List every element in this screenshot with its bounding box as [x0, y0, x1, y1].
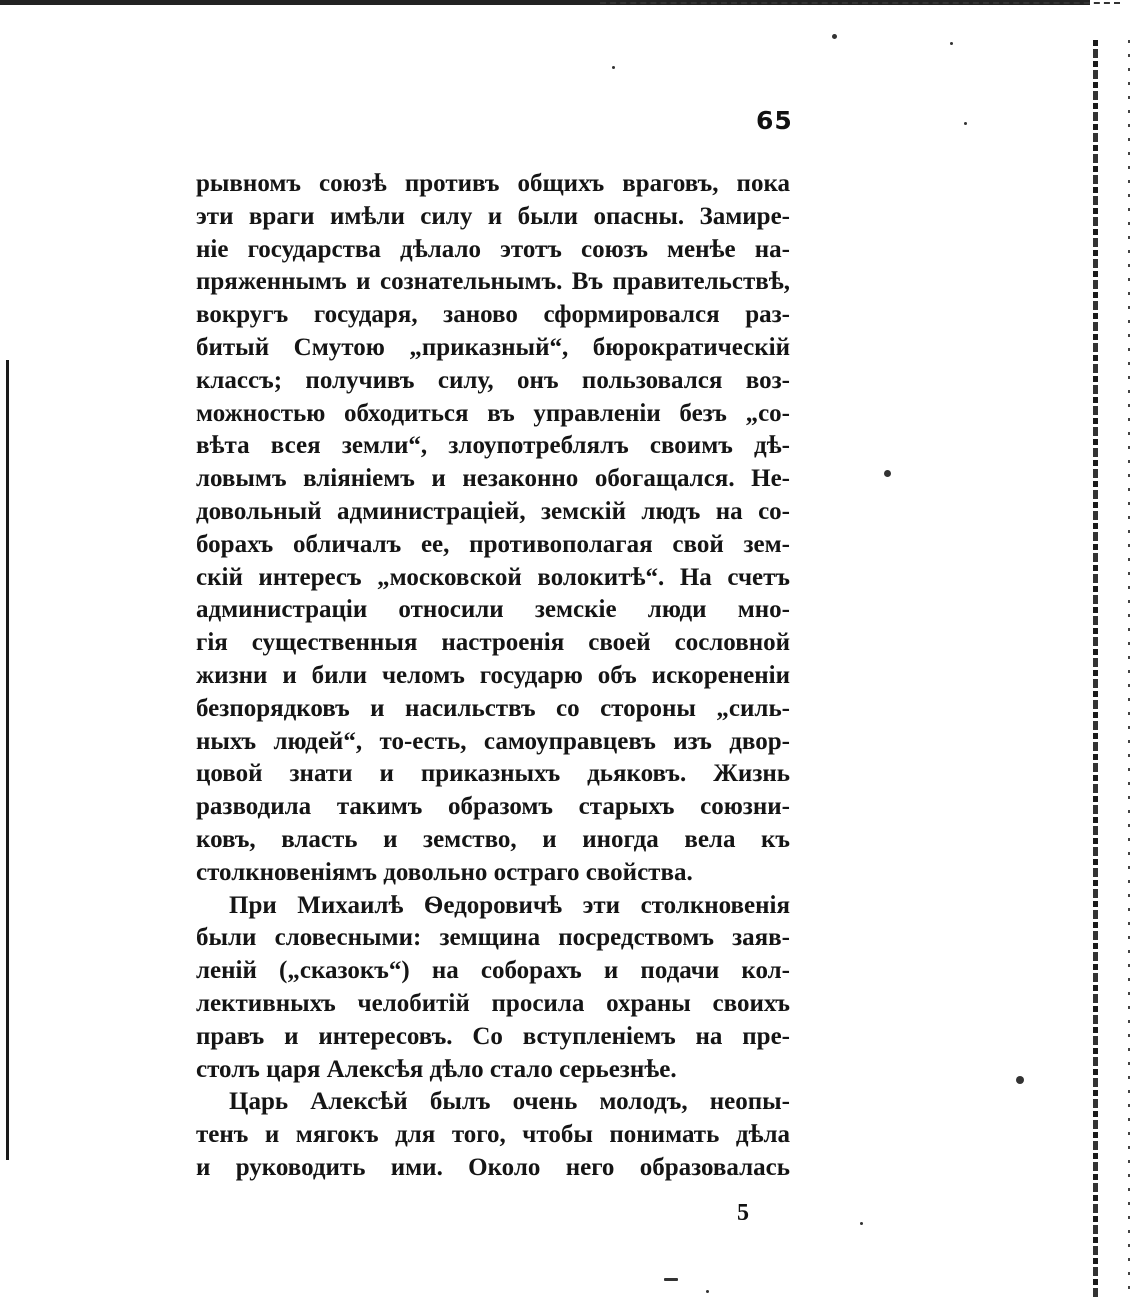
text-line: пряженнымъ и сознательнымъ. Въ правительствѣ, — [196, 268, 790, 296]
text-line: были словесными: земщина посредствомъ заяв- — [196, 924, 790, 952]
text-line: безпорядковъ и насильствъ со стороны „силь- — [196, 694, 790, 722]
scan-speck — [964, 122, 967, 125]
text-line: разводила такимъ образомъ старыхъ союзни- — [196, 793, 790, 821]
paragraph — [196, 890, 790, 1087]
scan-speck — [860, 1222, 863, 1225]
text-line: ніе государства дѣлало этотъ союзъ менѣе на- — [196, 235, 790, 263]
text-line: вѣта всея земли“, злоупотреблялъ своимъ дѣ- — [196, 432, 790, 460]
text-line: довольный администраціей, земскій людъ на со- — [196, 497, 790, 525]
paragraph — [196, 1086, 790, 1184]
scan-top-edge-dashed — [600, 2, 1120, 4]
text-line: цовой знати и приказныхъ дьяковъ. Жизнь — [196, 760, 790, 788]
text-line: столъ царя Алексѣя дѣло стало серьезнѣе. — [196, 1055, 677, 1083]
scan-speck — [1016, 1076, 1024, 1084]
text-line: ловымъ вліяніемъ и незаконно обогащался. Не- — [196, 465, 790, 493]
scan-speck — [664, 1278, 678, 1281]
text-line: ныхъ людей“, то-есть, самоуправцевъ изъ двор- — [196, 727, 790, 755]
text-line: ковъ, власть и земство, и иногда вела къ — [196, 825, 790, 853]
text-line: тенъ и мягокъ для того, чтобы понимать дѣла — [196, 1121, 790, 1149]
text-line: скій интересъ „московской волокитѣ“. На счетъ — [196, 563, 790, 591]
text-line: При Михаилѣ Ѳедоровичѣ эти столкновенія — [229, 891, 790, 919]
page-number: 65 — [756, 106, 793, 135]
text-line: администраціи относили земскіе люди мно- — [196, 596, 790, 624]
scan-speck — [706, 1290, 709, 1293]
text-line: борахъ обличалъ ее, противополагая свой зем- — [196, 530, 790, 558]
scan-right-edge — [1093, 40, 1098, 1300]
text-line: столкновеніямъ довольно остраго свойства. — [196, 858, 693, 886]
scan-speck — [832, 34, 837, 39]
paragraph — [196, 168, 790, 890]
scan-speck — [950, 42, 953, 45]
text-line: леній („сказокъ“) на соборахъ и подачи кол- — [196, 957, 790, 985]
scan-right-edge-outer — [1128, 40, 1130, 1300]
text-line: гія существенныя настроенія своей сословной — [196, 629, 790, 657]
text-line: лективныхъ челобитій просила охраны своихъ — [196, 989, 790, 1017]
text-line: жизни и били челомъ государю объ искорененіи — [196, 661, 790, 689]
text-line: эти враги имѣли силу и были опасны. Замире- — [196, 202, 790, 230]
scan-left-edge — [6, 360, 9, 1160]
text-line: Царь Алексѣй былъ очень молодъ, неопы- — [229, 1088, 790, 1116]
signature-mark: 5 — [737, 1200, 749, 1226]
text-line: вокругъ государя, заново сформировался раз- — [196, 301, 790, 329]
text-line: правъ и интересовъ. Со вступленіемъ на пре- — [196, 1022, 790, 1050]
text-line: классъ; получивъ силу, онъ пользовался воз- — [196, 366, 790, 394]
text-line: битый Смутою „приказный“, бюрократическій — [196, 333, 790, 361]
body-text — [196, 168, 790, 1185]
scan-speck — [884, 470, 891, 477]
text-line: и руководить ими. Около него образовалась — [196, 1153, 790, 1181]
text-line: рывномъ союзѣ противъ общихъ враговъ, пока — [196, 170, 790, 197]
text-line: можностью обходиться въ управленіи безъ „со- — [196, 399, 790, 427]
scan-speck — [612, 66, 615, 69]
